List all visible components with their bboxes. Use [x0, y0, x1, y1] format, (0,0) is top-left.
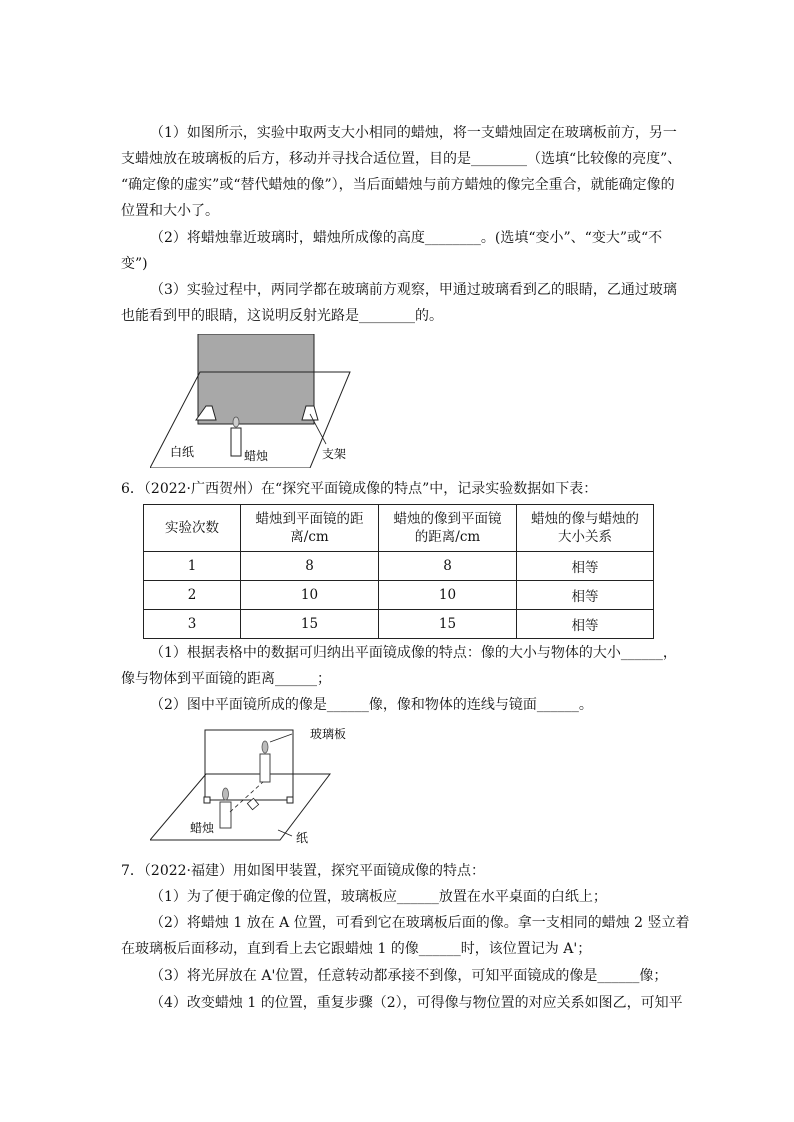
q5-p3-line2: 也能看到甲的眼睛，这说明反射光路是________的。 [121, 308, 443, 324]
table-row [144, 581, 654, 610]
table-cell: 相等 [517, 610, 654, 639]
q6-title: 6．（2022·广西贺州）在“探究平面镜成像的特点”中，记录实验数据如下表： [121, 481, 598, 497]
q5-p3-line1: （3）实验过程中，两同学都在玻璃前方观察，甲通过玻璃看到乙的眼睛，乙通过玻璃 [150, 282, 677, 298]
paper-label: 纸 [296, 831, 309, 844]
q5-p1-line1: （1）如图所示，实验中取两支大小相同的蜡烛，将一支蜡烛固定在玻璃板前方，另一 [150, 125, 677, 141]
white-paper-label: 白纸 [170, 445, 195, 459]
image-candle [260, 754, 270, 782]
table-row [144, 552, 654, 581]
table-cell: 3 [144, 610, 241, 639]
candle-label: 蜡烛 [244, 449, 269, 463]
object-candle-flame [223, 788, 229, 800]
q7-title: 7．（2022·福建）用如图甲装置，探究平面镜成像的特点： [121, 863, 485, 879]
table-cell: 相等 [517, 581, 654, 610]
table-cell: 1 [144, 552, 241, 581]
table-header-row [144, 505, 654, 552]
table-header-cell: 实验次数 [144, 505, 241, 552]
glass-plate-frame [205, 730, 293, 800]
glass-plate-fill [198, 334, 314, 424]
q7-p4-line1: （4）改变蜡烛 1 的位置，重复步骤（2），可得像与物位置的对应关系如图乙，可知平 [150, 995, 683, 1011]
table-cell: 2 [144, 581, 241, 610]
image-candle-flame [262, 741, 268, 753]
q6-p1-line2: 像与物体到平面镜的距离______； [121, 671, 331, 687]
table-cell: 10 [379, 581, 517, 610]
q5-p2-line2: 变”) [121, 256, 148, 272]
q5-p2-line1: （2）将蜡烛靠近玻璃时，蜡烛所成像的高度________。(选填“变小”、“变大”或“不 [150, 230, 663, 246]
table-cell: 8 [379, 552, 517, 581]
mirror-setup-figure-1 [150, 334, 360, 468]
q6-p1-line1: （1）根据表格中的数据可归纳出平面镜成像的特点：像的大小与物体的大小______， [150, 645, 677, 661]
table-row [144, 610, 654, 639]
table-cell: 15 [241, 610, 379, 639]
q5-p1-line4: 位置和大小了。 [121, 203, 219, 219]
object-candle [220, 802, 231, 828]
candle-label-2: 蜡烛 [190, 821, 215, 835]
table-header-cell: 蜡烛的像与蜡烛的 大小关系 [517, 505, 654, 552]
table-cell: 10 [241, 581, 379, 610]
q6-data-table [143, 504, 654, 639]
table-header-cell: 蜡烛的像到平面镜 的距离/cm [379, 505, 517, 552]
table-cell: 15 [379, 610, 517, 639]
stand-label: 支架 [322, 447, 347, 461]
q7-p3-line1: （3）将光屏放在 A'位置，任意转动都承接不到像，可知平面镜成的像是______像； [150, 968, 668, 984]
q7-p2-line1: （2）将蜡烛 1 放在 A 位置，可看到它在玻璃板后面的像。拿一支相同的蜡烛 2 竖立着 [150, 915, 690, 931]
q7-p1-line1: （1）为了便于确定像的位置，玻璃板应______放置在水平桌面的白纸上； [150, 889, 607, 905]
mirror-setup-figure-2 [150, 726, 370, 844]
q5-p1-line3: “确定像的虚实”或“替代蜡烛的像”），当后面蜡烛与前方蜡烛的像完全重合，就能确定像的 [121, 177, 675, 193]
q7-p2-line2: 在玻璃板后面移动，直到看上去它跟蜡烛 1 的像______时，该位置记为 A'； [121, 941, 592, 957]
q6-p2-line1: （2）图中平面镜所成的像是______像，像和物体的连线与镜面______。 [150, 697, 593, 713]
candle-flame [233, 417, 239, 427]
table-header-cell: 蜡烛到平面镜的距 离/cm [241, 505, 379, 552]
glass-label: 玻璃板 [310, 727, 347, 741]
table-cell: 8 [241, 552, 379, 581]
table-cell: 相等 [517, 552, 654, 581]
q5-p1-line2: 支蜡烛放在玻璃板的后方，移动并寻找合适位置，目的是________（选填“比较像的亮度”、 [121, 151, 682, 167]
candle [231, 428, 241, 456]
